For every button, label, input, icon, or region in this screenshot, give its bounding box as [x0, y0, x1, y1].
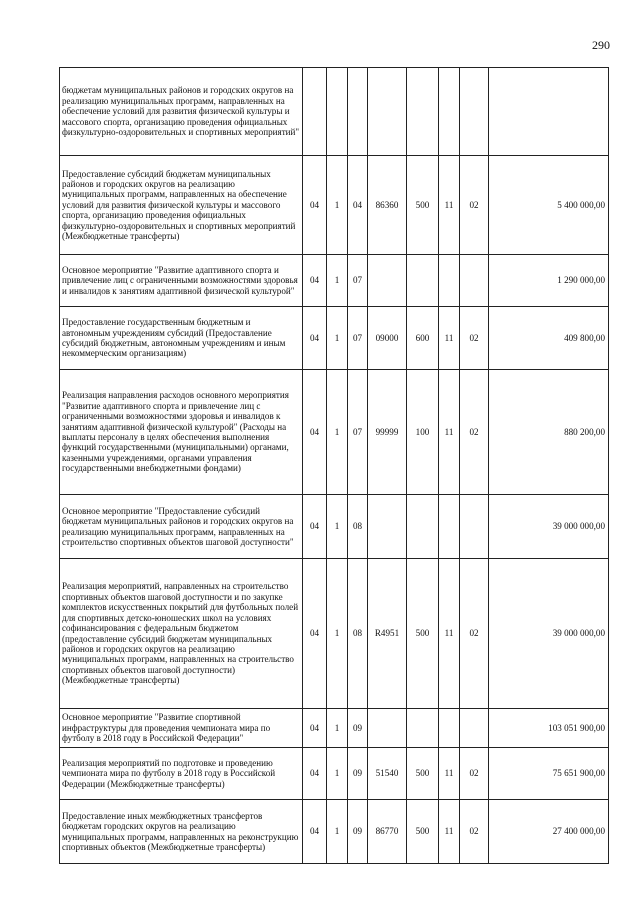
row-description: Реализация мероприятий, направленных на строительство спортивных объектов шаговой доступности и по закупке комплектов искусственных покрытий для футбольных полей для спортивных детско-юношеских школ на условиях софинансирования с федеральным бюджетом (предоставление субсидий бюджетам муниципальных районов и городских округов на реализацию муниципальных программ, направленных на строительство спортивных объектов шаговой доступности) (Межбюджетные трансферты) — [60, 559, 303, 709]
row-description: Предоставление субсидий бюджетам муниципальных районов и городских округов на реализацию муниципальных программ, направленных на обеспечение условий для развития физической культуры и массового спорта, организацию проведения официальных физкультурно-оздоровительных и спортивных мероприятий (Межбюджетные трансферты) — [60, 156, 303, 255]
table-row — [60, 495, 609, 559]
cell-ministry-code: 04 — [303, 800, 327, 864]
cell-expense-type — [407, 495, 439, 559]
row-description: Реализация направления расходов основного мероприятия "Развитие адаптивного спорта и привлечение лиц с ограниченными возможностями здоровья и инвалидов к занятиям адаптивной физической культурой" (Расходы на выплаты персоналу в целях обеспечения выполнения функций государственными (муниципальными) органами, казенными учреждениями, органами управления государственными внебюджетными фондами) — [60, 370, 303, 495]
cell-expense-type: 500 — [407, 800, 439, 864]
table-row — [60, 748, 609, 800]
cell-expense-type — [407, 68, 439, 156]
cell-direction-code: 51540 — [368, 748, 407, 800]
cell-amount: 39 000 000,00 — [489, 559, 609, 709]
cell-event-code: 09 — [348, 748, 368, 800]
table-row — [60, 68, 609, 156]
cell-amount — [489, 68, 609, 156]
cell-subprogram-code: 1 — [327, 307, 348, 370]
cell-subprogram-code: 1 — [327, 800, 348, 864]
cell-subsection: 02 — [460, 307, 489, 370]
cell-amount: 75 651 900,00 — [489, 748, 609, 800]
cell-expense-type: 500 — [407, 156, 439, 255]
cell-ministry-code: 04 — [303, 307, 327, 370]
cell-direction-code: 86770 — [368, 800, 407, 864]
budget-table — [59, 67, 609, 864]
cell-subsection — [460, 255, 489, 307]
cell-event-code — [348, 68, 368, 156]
cell-amount: 5 400 000,00 — [489, 156, 609, 255]
cell-subsection: 02 — [460, 559, 489, 709]
row-description: Основное мероприятие "Предоставление субсидий бюджетам муниципальных районов и городских округов на реализацию муниципальных программ, направленных на строительство спортивных объектов шаговой доступности" — [60, 495, 303, 559]
row-description: бюджетам муниципальных районов и городских округов на реализацию муниципальных программ, направленных на обеспечение условий для развития физической культуры и массового спорта, организацию проведения официальных физкультурно-оздоровительных и спортивных мероприятий" — [60, 68, 303, 156]
cell-expense-type — [407, 255, 439, 307]
cell-amount: 39 000 000,00 — [489, 495, 609, 559]
cell-amount: 27 400 000,00 — [489, 800, 609, 864]
table-row — [60, 156, 609, 255]
cell-subprogram-code — [327, 68, 348, 156]
cell-section — [439, 495, 460, 559]
cell-event-code: 09 — [348, 800, 368, 864]
cell-amount: 409 800,00 — [489, 307, 609, 370]
cell-direction-code — [368, 495, 407, 559]
cell-direction-code: 99999 — [368, 370, 407, 495]
cell-direction-code: R4951 — [368, 559, 407, 709]
cell-section — [439, 255, 460, 307]
cell-ministry-code: 04 — [303, 748, 327, 800]
cell-section: 11 — [439, 559, 460, 709]
cell-section — [439, 709, 460, 748]
table-row — [60, 255, 609, 307]
cell-subprogram-code: 1 — [327, 709, 348, 748]
cell-section — [439, 68, 460, 156]
cell-event-code: 04 — [348, 156, 368, 255]
cell-direction-code — [368, 709, 407, 748]
table-row — [60, 559, 609, 709]
cell-expense-type: 500 — [407, 748, 439, 800]
cell-expense-type: 500 — [407, 559, 439, 709]
cell-ministry-code: 04 — [303, 559, 327, 709]
row-description: Основное мероприятие "Развитие спортивной инфраструктуры для проведения чемпионата мира по футболу в 2018 году в Российской Федерации" — [60, 709, 303, 748]
table-row — [60, 307, 609, 370]
cell-ministry-code: 04 — [303, 495, 327, 559]
cell-amount: 880 200,00 — [489, 370, 609, 495]
row-description: Основное мероприятие "Развитие адаптивного спорта и привлечение лиц с ограниченными возможностями здоровья и инвалидов к занятиям адаптивной физической культурой" — [60, 255, 303, 307]
cell-section: 11 — [439, 156, 460, 255]
cell-expense-type: 100 — [407, 370, 439, 495]
cell-section: 11 — [439, 800, 460, 864]
cell-expense-type: 600 — [407, 307, 439, 370]
cell-direction-code — [368, 68, 407, 156]
cell-ministry-code: 04 — [303, 156, 327, 255]
table-row — [60, 709, 609, 748]
cell-subsection — [460, 709, 489, 748]
cell-subsection: 02 — [460, 156, 489, 255]
cell-subprogram-code: 1 — [327, 255, 348, 307]
cell-section: 11 — [439, 748, 460, 800]
cell-direction-code: 86360 — [368, 156, 407, 255]
cell-subprogram-code: 1 — [327, 495, 348, 559]
cell-direction-code — [368, 255, 407, 307]
cell-subsection — [460, 68, 489, 156]
cell-event-code: 07 — [348, 370, 368, 495]
cell-subsection: 02 — [460, 748, 489, 800]
cell-subsection: 02 — [460, 370, 489, 495]
cell-event-code: 09 — [348, 709, 368, 748]
cell-amount: 103 051 900,00 — [489, 709, 609, 748]
table-row — [60, 370, 609, 495]
cell-event-code: 08 — [348, 495, 368, 559]
cell-subprogram-code: 1 — [327, 559, 348, 709]
row-description: Предоставление государственным бюджетным и автономным учреждениям субсидий (Предоставление субсидий бюджетным, автономным учреждениям и иным некоммерческим организациям) — [60, 307, 303, 370]
cell-subsection — [460, 495, 489, 559]
cell-subprogram-code: 1 — [327, 156, 348, 255]
cell-subprogram-code: 1 — [327, 748, 348, 800]
cell-subprogram-code: 1 — [327, 370, 348, 495]
cell-ministry-code: 04 — [303, 370, 327, 495]
cell-subsection: 02 — [460, 800, 489, 864]
cell-ministry-code — [303, 68, 327, 156]
cell-section: 11 — [439, 307, 460, 370]
cell-event-code: 08 — [348, 559, 368, 709]
table-row — [60, 800, 609, 864]
cell-section: 11 — [439, 370, 460, 495]
cell-ministry-code: 04 — [303, 709, 327, 748]
row-description: Предоставление иных межбюджетных трансфертов бюджетам городских округов на реализацию муниципальных программ, направленных на реконструкцию спортивных объектов (Межбюджетные трансферты) — [60, 800, 303, 864]
cell-event-code: 07 — [348, 307, 368, 370]
cell-direction-code: 09000 — [368, 307, 407, 370]
row-description: Реализация мероприятий по подготовке и проведению чемпионата мира по футболу в 2018 году в Российской Федерации (Межбюджетные трансферты) — [60, 748, 303, 800]
cell-event-code: 07 — [348, 255, 368, 307]
cell-expense-type — [407, 709, 439, 748]
cell-amount: 1 290 000,00 — [489, 255, 609, 307]
cell-ministry-code: 04 — [303, 255, 327, 307]
page-number: 290 — [592, 38, 610, 52]
